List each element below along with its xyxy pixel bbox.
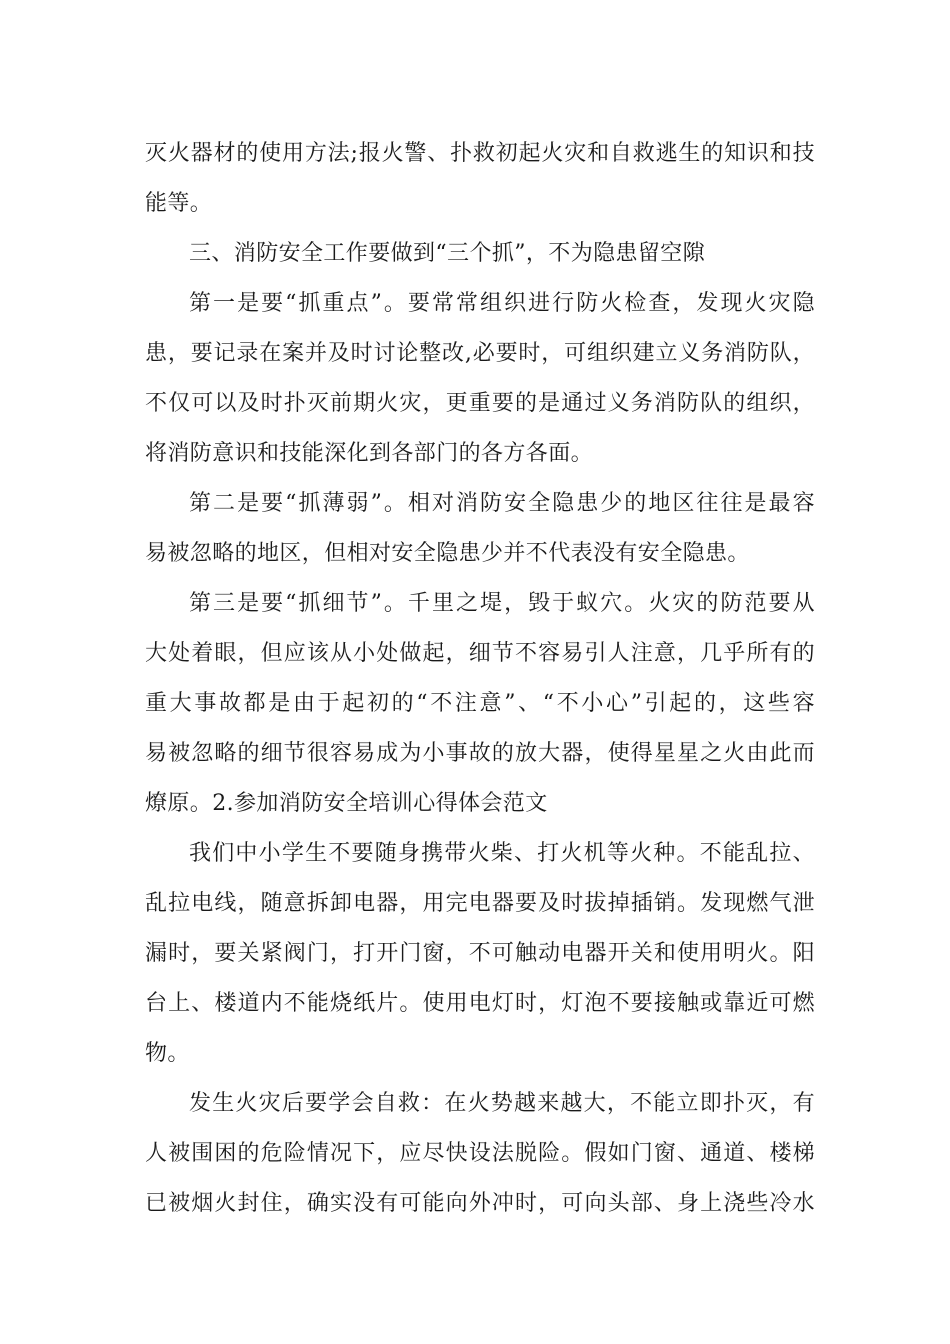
text-line: 大处着眼，但应该从小处做起，细节不容易引人注意，几乎所有的: [145, 641, 815, 666]
text-line: 能等。: [145, 191, 213, 216]
text-line: 易被忽略的地区，但相对安全隐患少并不代表没有安全隐患。: [145, 541, 750, 566]
section-heading: 三、消防安全工作要做到“三个抓”，不为隐患留空隙: [189, 241, 706, 266]
text-line: 已被烟火封住，确实没有可能向外冲时，可向头部、身上浇些冷水: [145, 1191, 815, 1216]
text-line: 人被围困的危险情况下，应尽快设法脱险。假如门窗、通道、楼梯: [145, 1141, 815, 1166]
text-line: 乱拉电线，随意拆卸电器，用完电器要及时拔掉插销。发现燃气泄: [145, 891, 815, 916]
text-line: 漏时，要关紧阀门，打开门窗，不可触动电器开关和使用明火。阳: [145, 941, 815, 966]
text-line: 灭火器材的使用方法;报火警、扑救初起火灾和自救逃生的知识和技: [145, 141, 815, 166]
text-line: 患，要记录在案并及时讨论整改,必要时，可组织建立义务消防队，: [145, 341, 815, 366]
text-line: 不仅可以及时扑灭前期火灾，更重要的是通过义务消防队的组织，: [145, 391, 815, 416]
text-line: 重大事故都是由于起初的“不注意”、“不小心”引起的，这些容: [145, 691, 815, 716]
text-line: 台上、楼道内不能烧纸片。使用电灯时，灯泡不要接触或靠近可燃: [145, 991, 815, 1016]
text-line: 我们中小学生不要随身携带火柴、打火机等火种。不能乱拉、: [189, 841, 815, 866]
text-line: 燎原。2.参加消防安全培训心得体会范文: [145, 791, 548, 816]
text-line: 将消防意识和技能深化到各部门的各方各面。: [145, 441, 594, 466]
text-line: 第一是要“抓重点”。要常常组织进行防火检查，发现火灾隐: [189, 291, 815, 316]
text-line: 第三是要“抓细节”。千里之堤，毁于蚁穴。火灾的防范要从: [189, 591, 815, 616]
text-line: 第二是要“抓薄弱”。相对消防安全隐患少的地区往往是最容: [189, 491, 815, 516]
text-line: 物。: [145, 1041, 190, 1066]
text-line: 发生火灾后要学会自救：在火势越来越大，不能立即扑灭，有: [189, 1091, 815, 1116]
text-line: 易被忽略的细节很容易成为小事故的放大器，使得星星之火由此而: [145, 741, 815, 766]
